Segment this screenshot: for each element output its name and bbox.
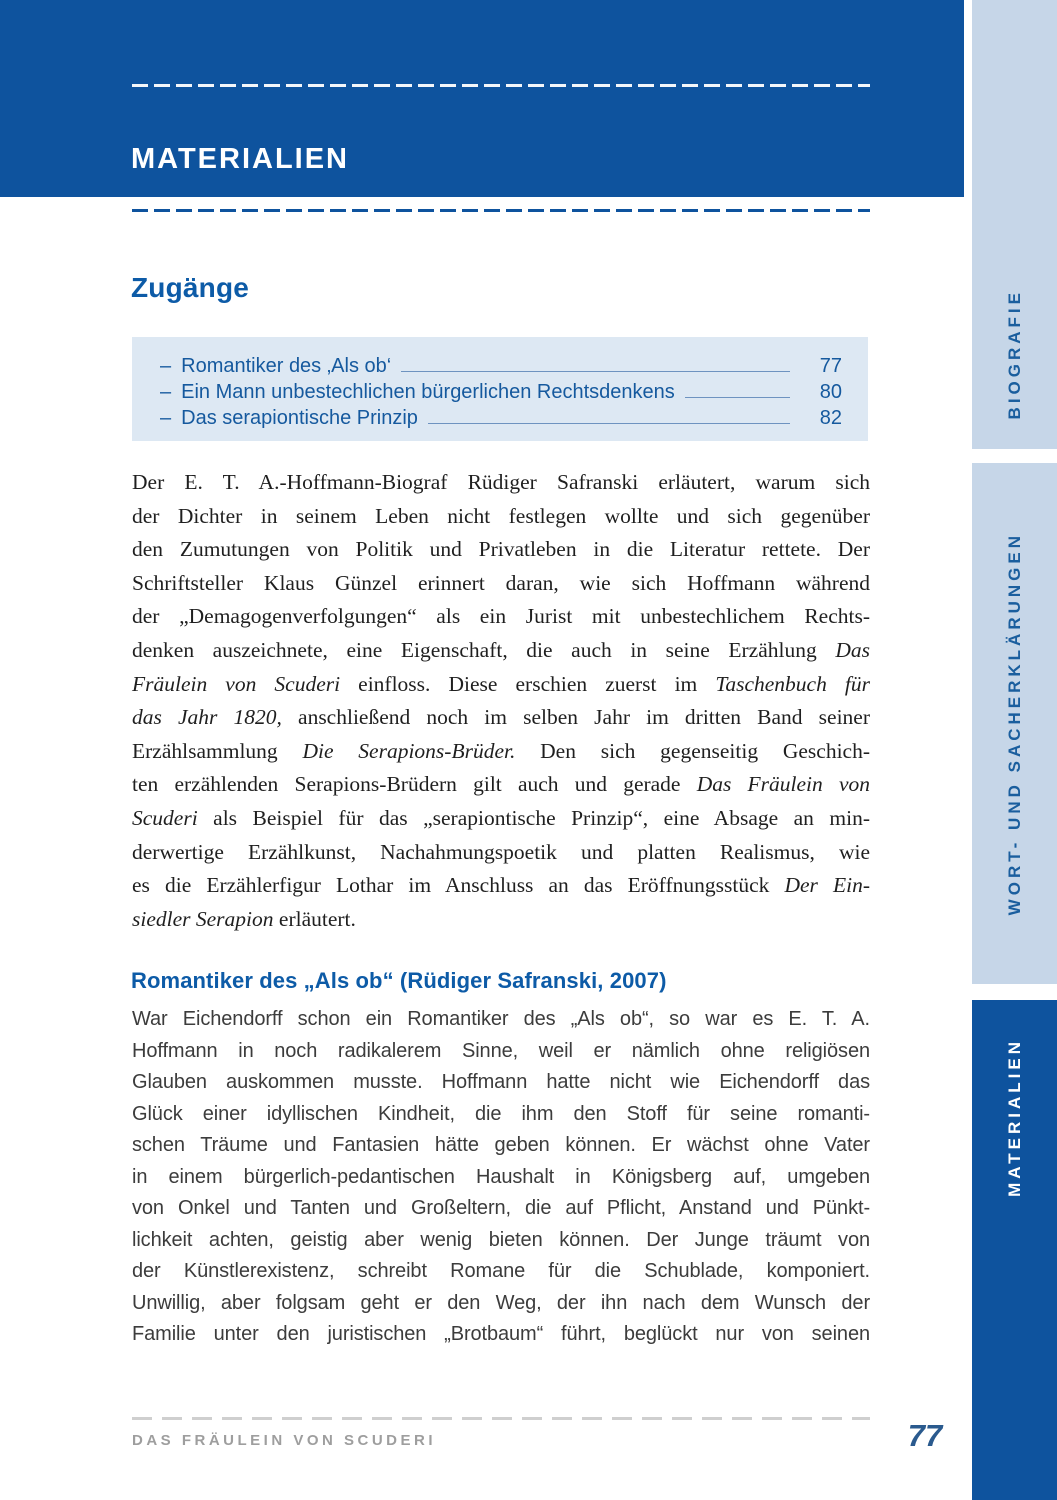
paragraph-line: der „Demagogenverfolgungen“ als ein Jurist mit unbestechlichem Rechts- — [132, 604, 870, 629]
sidebar-tab-biografie[interactable] — [972, 0, 1057, 449]
paragraph-serif — [132, 466, 870, 936]
footer-book-title: DAS FRÄULEIN VON SCUDERI — [132, 1432, 437, 1449]
toc-row[interactable] — [160, 379, 842, 405]
sidebar-tab-label: MATERIALIEN — [1004, 1038, 1024, 1197]
paragraph-line: lichkeit achten, geistig aber wenig bieten können. Der Junge träumt von — [132, 1228, 870, 1251]
toc-label: Ein Mann unbestechlichen bürgerlichen Rechtsdenkens — [181, 381, 675, 403]
toc-bullet: – — [160, 407, 172, 429]
toc-page-number: 77 — [819, 355, 842, 377]
paragraph-line: der Dichter in seinem Leben nicht festlegen wollte und sich gegenüber — [132, 503, 870, 528]
toc-box — [132, 337, 868, 441]
paragraph-line: ten erzählenden Serapions-Brüdern gilt auch und gerade Das Fräulein von — [132, 772, 871, 797]
toc-leader-line — [401, 370, 790, 372]
paragraph-line: der Künstlerexistenz, schreibt Romane für die Schublade, komponiert. — [132, 1260, 870, 1282]
header-dashed-rule-bottom — [132, 209, 870, 212]
paragraph-line: Hoffmann in noch radikalerem Sinne, weil er nämlich ohne religiösen — [132, 1039, 870, 1062]
sidebar-tab-materialien-active[interactable] — [972, 1000, 1057, 1500]
footer-dashed-rule — [132, 1417, 870, 1420]
paragraph-line: siedler Serapion erläutert. — [132, 906, 356, 931]
paragraph-line: Familie unter den juristischen „Brotbaum“ führt, beglückt nur von seinen — [132, 1323, 870, 1345]
toc-row[interactable] — [160, 353, 842, 379]
paragraph-line: schen Träume und Fantasien hätte geben können. Er wächst ohne Vater — [132, 1134, 870, 1156]
subsection-heading: Romantiker des „Als ob“ (Rüdiger Safranski, 2007) — [131, 968, 667, 993]
toc-row[interactable] — [160, 405, 842, 431]
paragraph-line: das Jahr 1820, anschließend noch im selben Jahr im dritten Band seiner — [132, 705, 870, 730]
paragraph-line: Glück einer idyllischen Kindheit, die ihm den Stoff für seine romanti- — [132, 1102, 870, 1125]
paragraph-line: den Zumutungen von Politik und Privatleben in die Literatur rettete. Der — [132, 537, 870, 562]
toc-bullet: – — [160, 355, 172, 377]
page-title: MATERIALIEN — [131, 143, 350, 175]
paragraph-line: Scuderi als Beispiel für das „serapiontische Prinzip“, eine Absage an min- — [132, 805, 870, 830]
paragraph-line: Der E. T. A.-Hoffmann-Biograf Rüdiger Safranski erläutert, warum sich — [132, 470, 870, 494]
page-number: 77 — [907, 1418, 943, 1453]
toc-label: Das serapiontische Prinzip — [181, 407, 418, 429]
paragraph-line: Unwillig, aber folgsam geht er den Weg, der ihn nach dem Wunsch der — [132, 1291, 870, 1314]
paragraph-line: Fräulein von Scuderi einfloss. Diese erschien zuerst im Taschenbuch für — [132, 671, 870, 696]
sidebar-tab-label: WORT- UND SACHERKLÄRUNGEN — [1004, 531, 1024, 916]
sidebar-tab-label: BIOGRAFIE — [1004, 288, 1024, 419]
paragraph-line: Glauben auskommen musste. Hoffmann hatte nicht wie Eichendorff das — [132, 1071, 870, 1093]
toc-page-number: 82 — [819, 407, 842, 429]
sidebar-tab-wort-und-sacherklaerungen[interactable] — [972, 463, 1057, 984]
toc-leader-line — [428, 422, 790, 424]
paragraph-line: es die Erzählerfigur Lothar im Anschluss an das Eröffnungsstück Der Ein- — [132, 873, 870, 898]
section-heading: Zugänge — [131, 272, 250, 303]
paragraph-line: denken auszeichnete, eine Eigenschaft, die auch in seine Erzählung Das — [132, 637, 870, 662]
paragraph-sans — [132, 1004, 870, 1351]
toc-leader-line — [685, 396, 790, 398]
paragraph-line: Schriftsteller Klaus Günzel erinnert daran, wie sich Hoffmann während — [132, 570, 870, 595]
paragraph-line: von Onkel und Tanten und Großeltern, die auf Pflicht, Anstand und Pünkt- — [132, 1197, 870, 1219]
toc-label: Romantiker des ‚Als ob‘ — [181, 355, 392, 377]
header-dashed-rule-top — [132, 84, 870, 87]
paragraph-line: Erzählsammlung Die Serapions-Brüder. Den sich gegenseitig Geschich- — [132, 738, 870, 763]
toc-page-number: 80 — [819, 381, 842, 403]
toc-bullet: – — [160, 381, 172, 403]
paragraph-line: derwertige Erzählkunst, Nachahmungspoetik und platten Realismus, wie — [132, 839, 870, 864]
paragraph-line: War Eichendorff schon ein Romantiker des „Als ob“, so war es E. T. A. — [132, 1008, 870, 1030]
paragraph-line: in einem bürgerlich-pedantischen Haushalt in Königsberg auf, umgeben — [132, 1165, 870, 1188]
